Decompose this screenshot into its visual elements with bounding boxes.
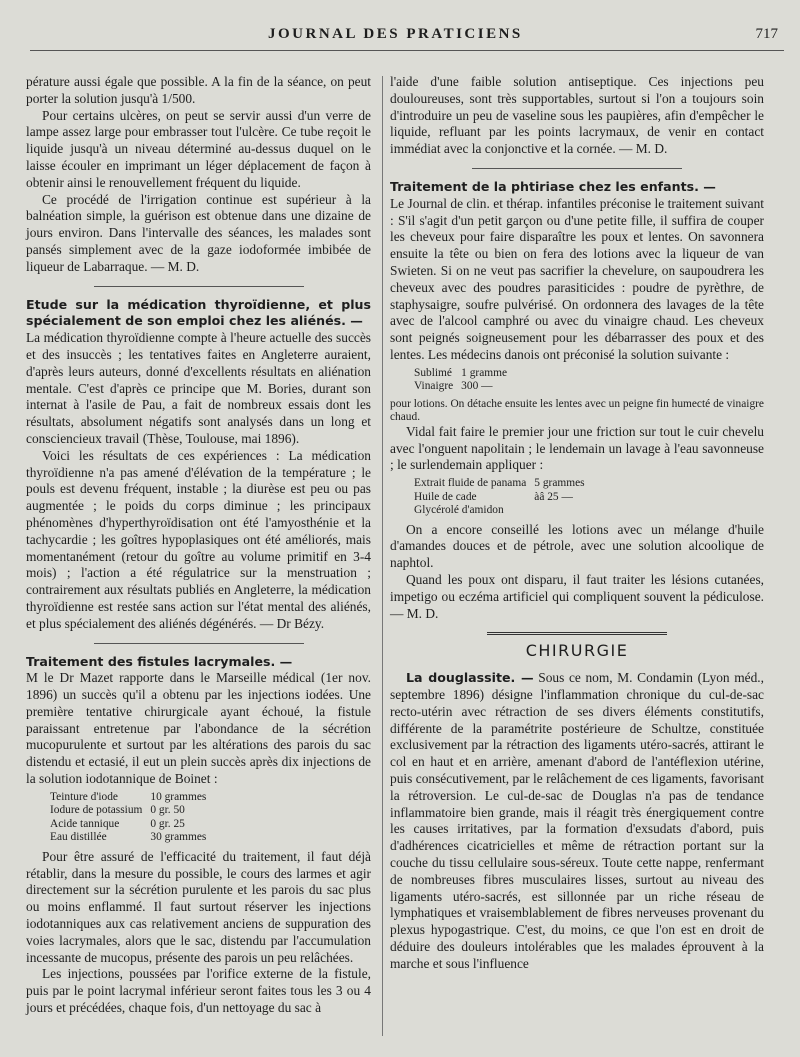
paragraph	[390, 670, 764, 972]
paragraph: Les injections, poussées par l'orifice externe de la fistule, puis par le point lacrymal inférieur seront faites tous les 3 ou 4 jours et précédées, chaque fois, d'un nettoyage du sac à	[26, 966, 371, 1016]
paragraph: Pour être assuré de l'efficacité du traitement, il faut déjà rétablir, dans la mesure du possible, le cours des larmes et agir directement sur la sécrétion purulente et les parois du sac plus ou moins enflammé. Il faut surtout réserver les injections iodotanniques aux cas relativement anciens de suppuration des voies lacrymales, alors que le sac, distendu par l'accumulation incessante de mucopus, présente des parois un peu relâchées.	[26, 848, 371, 965]
running-head	[0, 24, 800, 50]
formula-row: Huile de cade àâ 25 —	[414, 490, 573, 503]
section-title-phtiriase: Traitement de la phtiriase chez les enfants. —	[390, 178, 716, 194]
paragraph: pérature aussi égale que possible. A la fin de la séance, on peut porter la solution jusqu'à 1/500.	[26, 74, 371, 106]
section-title-fistules: Traitement des fistules lacrymales. —	[26, 653, 293, 669]
paragraph: Voici les résultats de ces expériences : La médication thyroïdienne n'a pas amené d'élévation de la température ; le pouls est devenu fréquent, instable ; la diurèse est peu ou pas augmentée ; le poids du corps diminue ; les principaux phénomènes d'hyperthyroïdisation ont été l'amyosthénie et la tachycardie ; les goîtres hypoplasiques ont été améliorés, mais momentanément (retour du goître au volume primitif en 3-4 mois) ; l'action a été régulatrice sur la menstruation ; contrairement aux résultats publiés en Angleterre, la médication thyroïdienne est restée sans action sur l'état mental des aliénés, et plus spécialement des aliénés dégénérés. — Dr Bézy.	[26, 447, 371, 631]
header-rule	[30, 50, 784, 51]
formula-row: Vinaigre 300 —	[414, 380, 493, 393]
formula-sublime	[414, 367, 515, 394]
rubric-separator	[487, 632, 667, 635]
paragraph: Le Journal de clin. et thérap. infantiles préconise le traitement suivant : S'il s'agit d'un petit garçon ou d'une petite fille, il suffira de couper les cheveux pour faire disparaître les poux et lentes. On savonnera ensuite la tête ou bien on fera des lotions avec la liqueur de van Swieten. Si on ne veut pas sacrifier la chevelure, on saupoudrera les cheveux avec des poudres parasiticides : poudre de pyrèthre, de staphysaigre, soufre pulvérisé. On ordonnera des lavages de la tête avec de l'alcool camphré ou avec du vinaigre chaud. Les cheveux sont peignés soigneusement pour les débarrasser des poux et des lentes. Les médecins danois ont préconisé la solution suivante :	[390, 195, 764, 362]
paragraph: On a encore conseillé les lotions avec un mélange d'huile d'amandes douces et de pétrole, avec une solution alcoolique de naphtol.	[390, 521, 764, 571]
journal-title: JOURNAL DES PRATICIENS	[268, 26, 523, 42]
paragraph: La médication thyroïdienne compte à l'heure actuelle des succès et des insuccès ; les tentatives faites en Angleterre auraient, d'après leurs auteurs, donné d'excellents résultats en aliénation mentale. C'est d'après ce principe que M. Bories, durant son internat à l'asile de Pau, a fait de nombreux essais dont les résultats, absolument négatifs sont analysés dans un long et consciencieux travail (Thèse, Toulouse, mai 1896).	[26, 330, 371, 446]
paragraph: Quand les poux ont disparu, il faut traiter les lésions cutanées, impetigo ou eczéma artificiel qui compliquent souvent la pédiculose. — M. D.	[390, 572, 764, 621]
section-title-douglassite: La douglassite. —	[406, 670, 534, 686]
column-divider	[382, 76, 383, 1036]
formula-row: Acide tannique 0 gr. 25	[50, 817, 185, 830]
formula-row: Teinture d'iode 10 grammes	[50, 790, 207, 803]
formula-boinet	[50, 791, 214, 845]
section-title-thyroid: Etude sur la médication thyroïdienne, et plus spécialement de son emploi chez les aliénés. —	[26, 296, 371, 329]
paragraph: l'aide d'une faible solution antiseptique. Ces injections peu douloureuses, sont très supportables, surtout si l'on a toujours soin d'introduire un peu de vaseline sous les paupières, afin d'empêcher le liquide, refluant par les points lacrymaux, de venir en contact immédiat avec la conjonctive et la cornée. — M. D.	[390, 74, 764, 157]
formula-vidal	[414, 477, 593, 518]
formula-row: Iodure de potassium 0 gr. 50	[50, 804, 185, 817]
left-column	[26, 74, 371, 1017]
section-separator	[94, 286, 304, 287]
section-separator	[472, 168, 682, 169]
paragraph: Pour certains ulcères, on peut se servir aussi d'un verre de lampe assez large pour embrasser tout l'ulcère. Ce tube reçoit le liquide jusqu'à un niveau déterminé au-dessus duquel on le laisse écouler en imprimant un léger déplacement de façon à obtenir ainsi le renouvellement fréquent du liquide.	[26, 107, 371, 190]
paragraph: Vidal fait faire le premier jour une friction sur tout le cuir chevelu avec l'onguent napolitain ; le lendemain un lavage à l'eau savonneuse ; le surlendemain appliquer :	[390, 423, 764, 473]
formula-row: Glycérolé d'amidon	[414, 504, 504, 517]
formula-row: Sublimé 1 gramme	[414, 366, 508, 379]
note: pour lotions. On détache ensuite les lentes avec un peigne fin humecté de vinaigre chaud.	[390, 397, 764, 423]
formula-row: Extrait fluide de panama 5 grammes	[414, 477, 585, 490]
section-separator	[94, 643, 304, 644]
rubric-title: CHIRURGIE	[525, 641, 629, 661]
formula-row: Eau distillée 30 grammes	[50, 831, 207, 844]
paragraph-text: Sous ce nom, M. Condamin (Lyon méd., septembre 1896) désigne l'inflammation chronique du cul-de-sac recto-utérin avec rétraction de ses divers éléments constitutifs, différente de la paramétrite postérieure de Schultze, constituée exclusivement par la rétraction des ligaments utéro-sacrés, attirant le col en haut et en arrière, amenant d'abord de l'antéflexion utérine, puis consécutivement, par le relâchement de ces ligaments, favorisant la rétroversion. Le cul-de-sac de Douglas n'a pas de tendance inflammatoire bien grande, mais il réagit très énergiquement contre les causes irritatives, par la formation d'exsudats d'abord, puis d'adhérences cicatricielles et même de rétraction portant sur la couche du tissu cellulaire sous-séreux. Toute cette nappe, renfermant de nombreuses fibres musculaires lisses, surtout au niveau des ligaments utéro-sacrés, est sillonnée par un riche réseau de lymphatiques et vraisemblablement de fibres nerveuses provenant du plexus hypogastrique. C'est, du moins, ce que l'on est en droit de déduire des douleurs intolérables que les malades éprouvent à la marche et sous l'influence	[390, 670, 764, 971]
page-number: 717	[755, 26, 778, 42]
paragraph: M le Dr Mazet rapporte dans le Marseille médical (1er nov. 1896) un succès qu'il a obtenu par les injections iodées. Une première tentative chirurgicale ayant échoué, la fistule paraissant entretenue par l'abondance de la sécrétion mucopurulente et surtout par les altérations des parois du sac distendu et ectasié, il eut un plein succès après dix injections de la solution iodotannique de Boinet :	[26, 670, 371, 787]
paragraph: Ce procédé de l'irrigation continue est supérieur à la balnéation simple, la guérison est obtenue dans une dizaine de jours environ. Dans l'intervalle des séances, les malades sont pansés simplement avec de la gaze iodoformée imbibée de liqueur de Labarraque. — M. D.	[26, 191, 371, 274]
right-column	[390, 74, 764, 973]
